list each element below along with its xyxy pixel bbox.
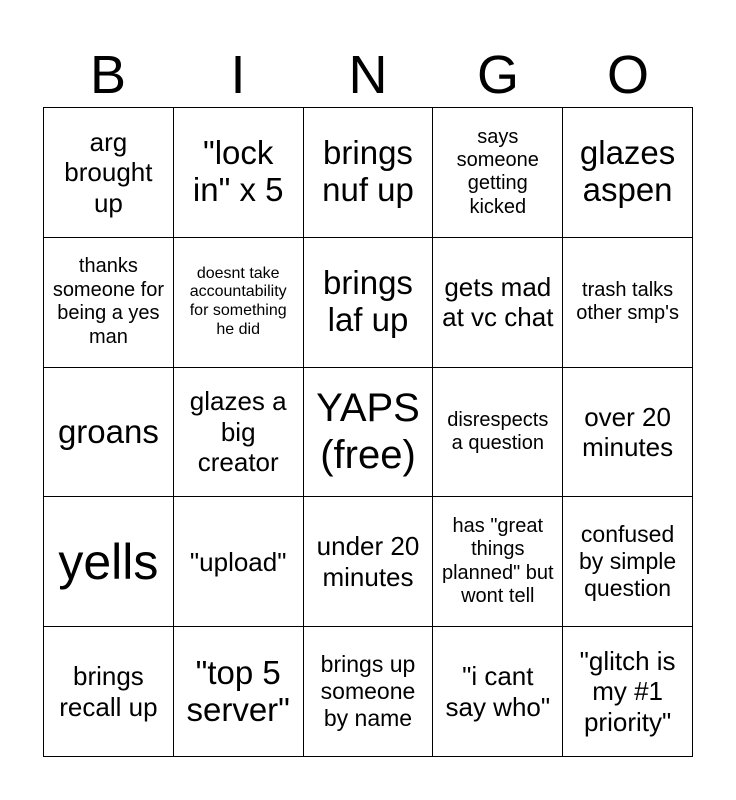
cell-text: "upload" [189,546,287,577]
cell-text: arg brought up [64,126,153,218]
cell-text: glazes a big creator [189,386,287,478]
cell-text: thanks someone for being a yes man [52,255,164,348]
header-letter-i: I [230,45,246,105]
bingo-cell[interactable] [304,497,434,627]
bingo-cell[interactable] [563,238,693,368]
bingo-cell[interactable] [44,108,174,238]
bingo-cell[interactable] [174,108,304,238]
bingo-cell[interactable] [174,497,304,627]
cell-text: has "great things planned" but wont tell [441,515,554,608]
bingo-cell[interactable] [304,238,434,368]
cell-text: "i cant say who" [445,661,551,722]
cell-text: doesnt take accountability for something he did [189,264,287,338]
bingo-cell[interactable] [44,368,174,498]
bingo-cell[interactable] [44,238,174,368]
cell-text: under 20 minutes [316,531,420,592]
cell-text: trash talks other smp's [576,278,679,325]
cell-text: says someone getting kicked [456,125,539,218]
bingo-cell[interactable] [563,368,693,498]
bingo-cell[interactable] [304,108,434,238]
header-letter-o: O [606,45,649,105]
free-space-cell[interactable] [304,368,434,498]
bingo-cell[interactable] [433,238,563,368]
cell-text: "top 5 server" [186,653,290,728]
bingo-cell[interactable] [44,497,174,627]
bingo-cell[interactable] [174,627,304,757]
cell-text: gets mad at vc chat [442,271,554,333]
bingo-cell[interactable] [174,368,304,498]
header-letter-g: G [476,45,519,105]
bingo-cell[interactable] [44,627,174,757]
cell-text: over 20 minutes [582,401,674,462]
cell-text: yells [58,533,159,590]
bingo-board [43,107,693,757]
cell-text: "lock in" x 5 [192,134,284,209]
cell-text: brings nuf up [322,134,414,209]
bingo-cell[interactable] [433,108,563,238]
header-letter-n: N [348,45,388,105]
cell-text: YAPS (free) [316,386,420,477]
bingo-cell[interactable] [563,497,693,627]
bingo-cell[interactable] [433,627,563,757]
bingo-cell[interactable] [433,497,563,627]
bingo-cell[interactable] [433,368,563,498]
bingo-cell[interactable] [174,238,304,368]
bingo-cell[interactable] [563,627,693,757]
bingo-cell[interactable] [563,108,693,238]
cell-text: brings laf up [323,264,413,339]
bingo-cell[interactable] [304,627,434,757]
cell-text: confused by simple question [579,521,677,602]
cell-text: brings recall up [59,661,158,722]
cell-text: groans [57,412,159,450]
bingo-header [43,44,693,106]
cell-text: brings up someone by name [320,651,416,732]
header-letter-b: B [89,45,127,105]
cell-text: disrespects a question [447,408,549,454]
cell-text: "glitch is my #1 priority" [579,645,676,737]
cell-text: glazes aspen [579,134,676,209]
